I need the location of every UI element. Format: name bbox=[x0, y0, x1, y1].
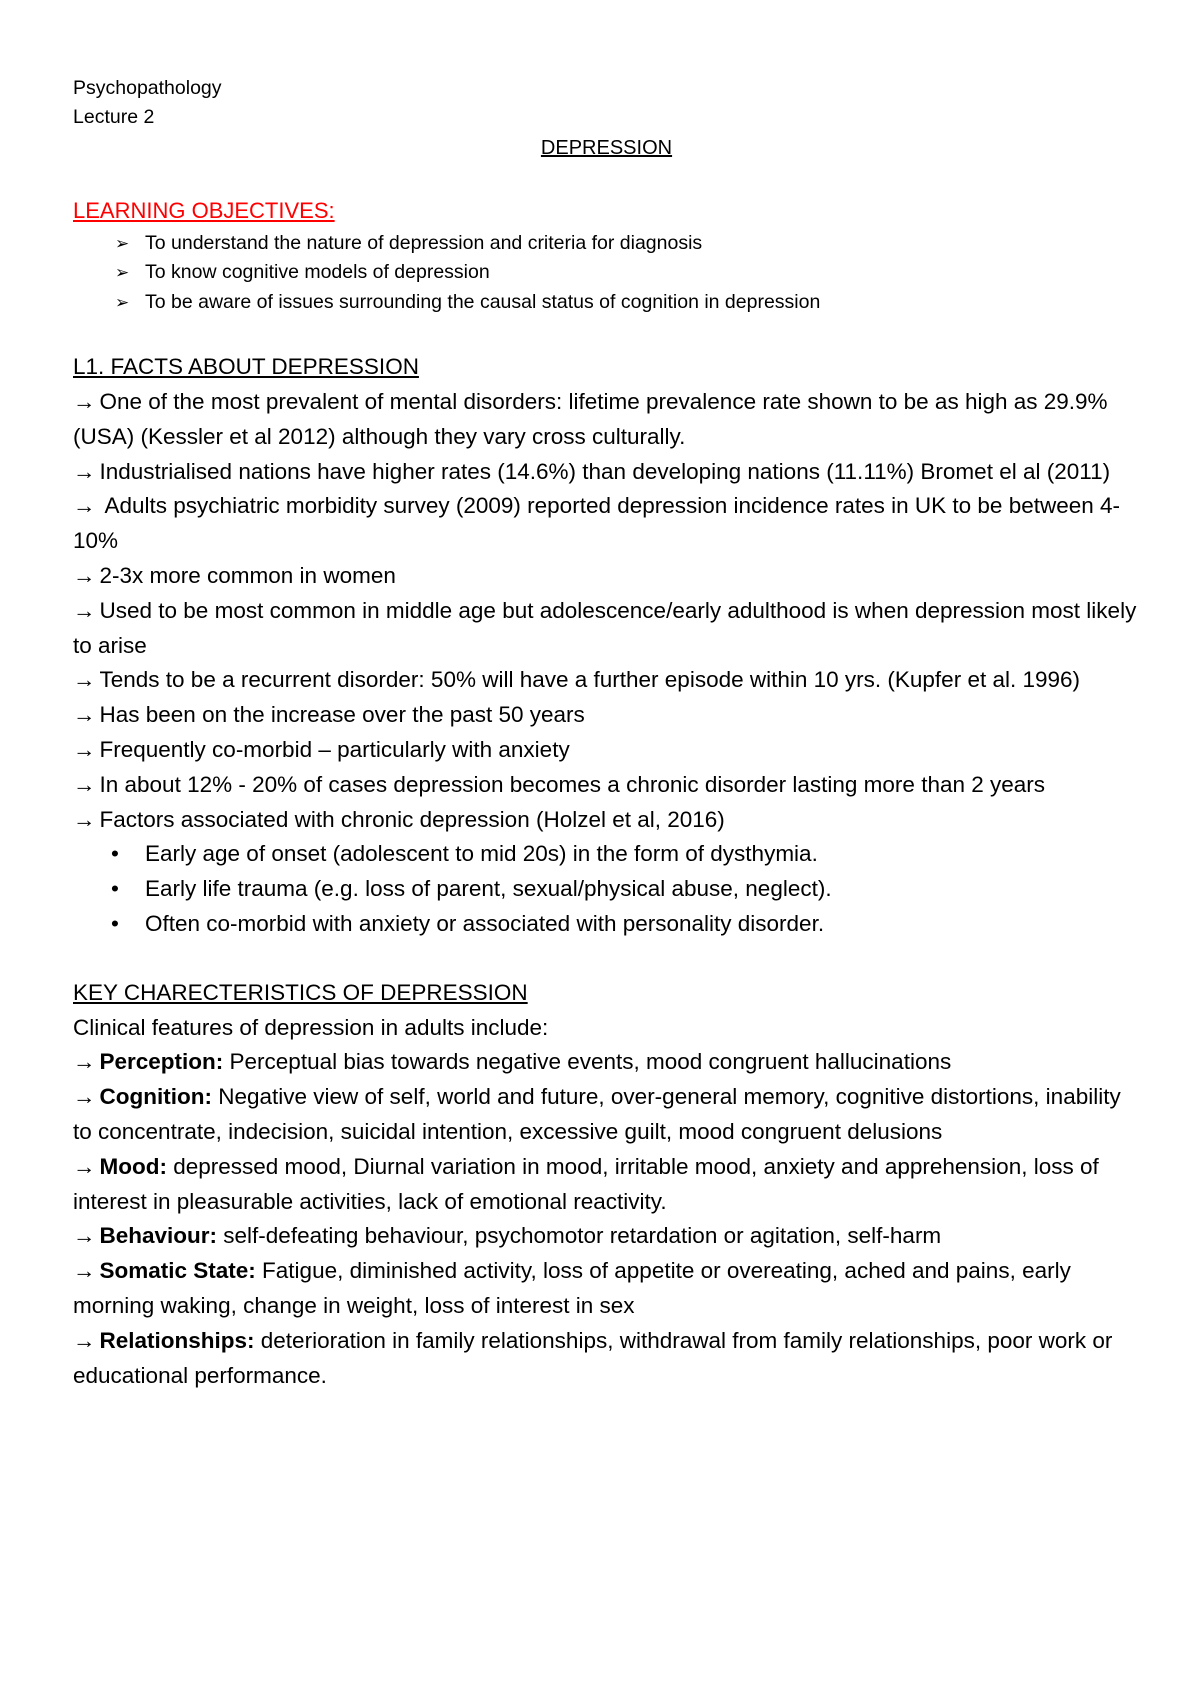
arrowhead-bullet-icon: ➢ bbox=[115, 234, 130, 253]
list-item: → Mood: depressed mood, Diurnal variation in mood, irritable mood, anxiety and apprehension, loss of interest in pleasurable activities, lack of emotional reactivity. bbox=[73, 1153, 1099, 1214]
feature-label: Perception: bbox=[99, 1049, 224, 1075]
objective-text: To be aware of issues surrounding the causal status of cognition in depression bbox=[145, 290, 821, 313]
bullet-icon: • bbox=[111, 841, 119, 867]
list-item: → Perception: Perceptual bias towards negative events, mood congruent hallucinations bbox=[73, 1049, 952, 1075]
list-item: → Frequently co-morbid – particularly with anxiety bbox=[73, 736, 570, 762]
arrow-icon: → bbox=[73, 389, 96, 415]
characteristics-list bbox=[73, 1045, 1140, 1393]
list-item: • Early life trauma (e.g. loss of parent, sexual/physical abuse, neglect). bbox=[73, 872, 1140, 907]
lecture-number: Lecture 2 bbox=[73, 106, 155, 128]
learning-objectives-list bbox=[73, 229, 1140, 317]
objective-text: To understand the nature of depression and criteria for diagnosis bbox=[145, 232, 703, 254]
characteristics-intro: Clinical features of depression in adults include: bbox=[73, 1014, 549, 1040]
list-item: → Cognition: Negative view of self, world and future, over-general memory, cognitive distortions, inability to concentrate, indecision, suicidal intention, excessive guilt, mood congruent delusions bbox=[73, 1084, 1121, 1144]
learning-objectives-heading: LEARNING OBJECTIVES: bbox=[73, 198, 335, 223]
arrow-icon: → bbox=[73, 1153, 96, 1179]
feature-label: Somatic State: bbox=[99, 1258, 256, 1284]
feature-label: Cognition: bbox=[99, 1084, 212, 1110]
arrow-icon: → bbox=[73, 493, 96, 519]
arrow-icon: → bbox=[73, 736, 96, 762]
list-item: • Often co-morbid with anxiety or associated with personality disorder. bbox=[73, 907, 1140, 942]
list-item bbox=[73, 229, 1140, 258]
list-item: → Tends to be a recurrent disorder: 50% will have a further episode within 10 yrs. (Kupfer et al. 1996) bbox=[73, 667, 1081, 693]
list-item: → One of the most prevalent of mental disorders: lifetime prevalence rate shown to be as high as 29.9%(USA) (Kessler et al 2012) although they vary cross culturally. bbox=[73, 389, 1108, 449]
list-item: → Industrialised nations have higher rates (14.6%) than developing nations (11.11%) Bromet el al (2011) bbox=[73, 458, 1111, 484]
list-item bbox=[73, 258, 1140, 287]
arrow-icon: → bbox=[73, 771, 96, 797]
bullet-icon: • bbox=[111, 910, 119, 936]
list-item: → Factors associated with chronic depression (Holzel et al, 2016) bbox=[73, 806, 725, 832]
arrow-icon: → bbox=[73, 597, 96, 623]
arrow-icon: → bbox=[73, 702, 96, 728]
arrowhead-bullet-icon: ➢ bbox=[115, 292, 130, 312]
arrow-icon: → bbox=[73, 1327, 96, 1353]
arrow-icon: → bbox=[73, 667, 96, 693]
arrow-icon: → bbox=[73, 563, 96, 588]
facts-list bbox=[73, 385, 1140, 942]
arrow-icon: → bbox=[73, 1223, 96, 1249]
list-item: • Early age of onset (adolescent to mid 20s) in the form of dysthymia. bbox=[73, 837, 1140, 872]
list-item: → Has been on the increase over the past 50 years bbox=[73, 702, 585, 728]
chronic-factors-list bbox=[73, 837, 1140, 941]
bullet-icon: • bbox=[111, 876, 119, 902]
list-item: → In about 12% - 20% of cases depression becomes a chronic disorder lasting more than 2 years bbox=[73, 771, 1046, 797]
list-item bbox=[73, 288, 1140, 317]
list-item: → 2-3x more common in women bbox=[73, 563, 396, 588]
feature-label: Relationships: bbox=[99, 1327, 255, 1353]
objective-text: To know cognitive models of depression bbox=[145, 261, 490, 284]
facts-heading: L1. FACTS ABOUT DEPRESSION bbox=[73, 354, 419, 380]
feature-label: Mood: bbox=[99, 1153, 167, 1179]
list-item: → Behaviour: self-defeating behaviour, psychomotor retardation or agitation, self-harm bbox=[73, 1223, 942, 1249]
list-item: → Used to be most common in middle age but adolescence/early adulthood is when depression most likely to arise bbox=[73, 597, 1137, 658]
arrow-icon: → bbox=[73, 806, 96, 832]
arrow-icon: → bbox=[73, 1084, 96, 1110]
arrow-icon: → bbox=[73, 1049, 96, 1075]
feature-label: Behaviour: bbox=[99, 1223, 218, 1249]
arrowhead-bullet-icon: ➢ bbox=[115, 263, 130, 283]
arrow-icon: → bbox=[73, 458, 96, 484]
arrow-icon: → bbox=[73, 1258, 96, 1284]
list-item: → Somatic State: Fatigue, diminished activity, loss of appetite or overeating, ached and pains, early morning waking, change in weight, loss of interest in sex bbox=[73, 1258, 1071, 1318]
page-title: DEPRESSION bbox=[540, 137, 673, 159]
list-item: → Relationships: deterioration in family relationships, withdrawal from family relationships, poor work or educational performance. bbox=[73, 1327, 1113, 1388]
list-item: → Adults psychiatric morbidity survey (2009) reported depression incidence rates in UK to be between 4-10% bbox=[73, 493, 1121, 554]
course-name: Psychopathology bbox=[73, 77, 222, 99]
characteristics-heading: KEY CHARECTERISTICS OF DEPRESSION bbox=[73, 979, 528, 1005]
